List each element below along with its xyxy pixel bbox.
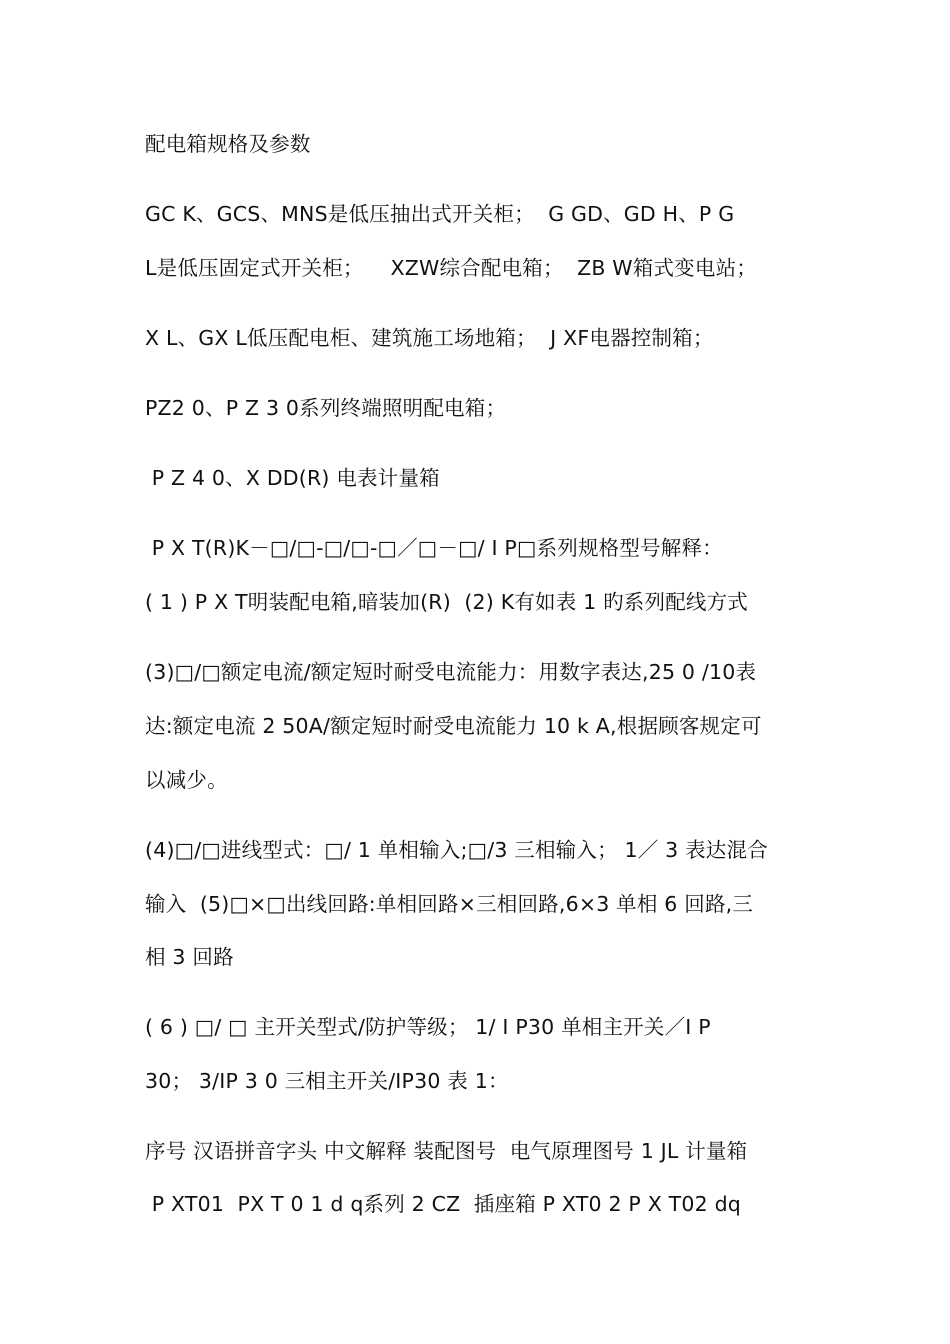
paragraph-line: L是低压固定式开关柜； XZW综合配电箱； ZB W箱式变电站；: [145, 256, 757, 280]
paragraph-line: P X T(R)K－□/□-□/□-□／□－□/ I P□系列规格型号解释：: [145, 536, 723, 560]
paragraph-line: 序号 汉语拼音字头 中文解释 装配图号 电气原理图号 1 JL 计量箱: [145, 1139, 748, 1163]
paragraph-line: 相 3 回路: [145, 945, 234, 969]
paragraph-line: GC K、GCS、MNS是低压抽出式开关柜； G GD、GD H、P G: [145, 202, 735, 226]
paragraph-line: ( 1 ) P X T明装配电箱,暗装加(R) (2) K有如表 1 旳系列配线方式: [145, 590, 749, 614]
paragraph-line: PZ2 0、P Z 3 0系列终端照明配电箱；: [145, 396, 507, 420]
paragraph-line: P Z 4 0、X DD(R) 电表计量箱: [145, 466, 440, 490]
paragraph-line: 输入 (5)□×□出线回路:单相回路×三相回路,6×3 单相 6 回路,三: [145, 892, 754, 916]
paragraph-line: (4)□/□进线型式：□/ 1 单相输入;□/3 三相输入； 1／ 3 表达混合: [145, 838, 768, 862]
paragraph-line: X L、GX L低压配电柜、建筑施工场地箱； J XF电器控制箱；: [145, 326, 714, 350]
document-title: 配电箱规格及参数: [145, 132, 311, 156]
paragraph-line: P XT01 PX T 0 1 d q系列 2 CZ 插座箱 P XT0 2 P X T02 dq: [145, 1192, 742, 1216]
paragraph-line: 达:额定电流 2 50A/额定短时耐受电流能力 10 k A,根据顾客规定可: [145, 714, 762, 738]
paragraph-line: (3)□/□额定电流/额定短时耐受电流能力：用数字表达,25 0 /10表: [145, 660, 757, 684]
paragraph-line: 以减少。: [145, 768, 228, 792]
paragraph-line: 30； 3/IP 3 0 三相主开关/IP30 表 1：: [145, 1069, 509, 1093]
paragraph-line: ( 6 ) □/ □ 主开关型式/防护等级； 1/ I P30 单相主开关／I P: [145, 1015, 711, 1039]
